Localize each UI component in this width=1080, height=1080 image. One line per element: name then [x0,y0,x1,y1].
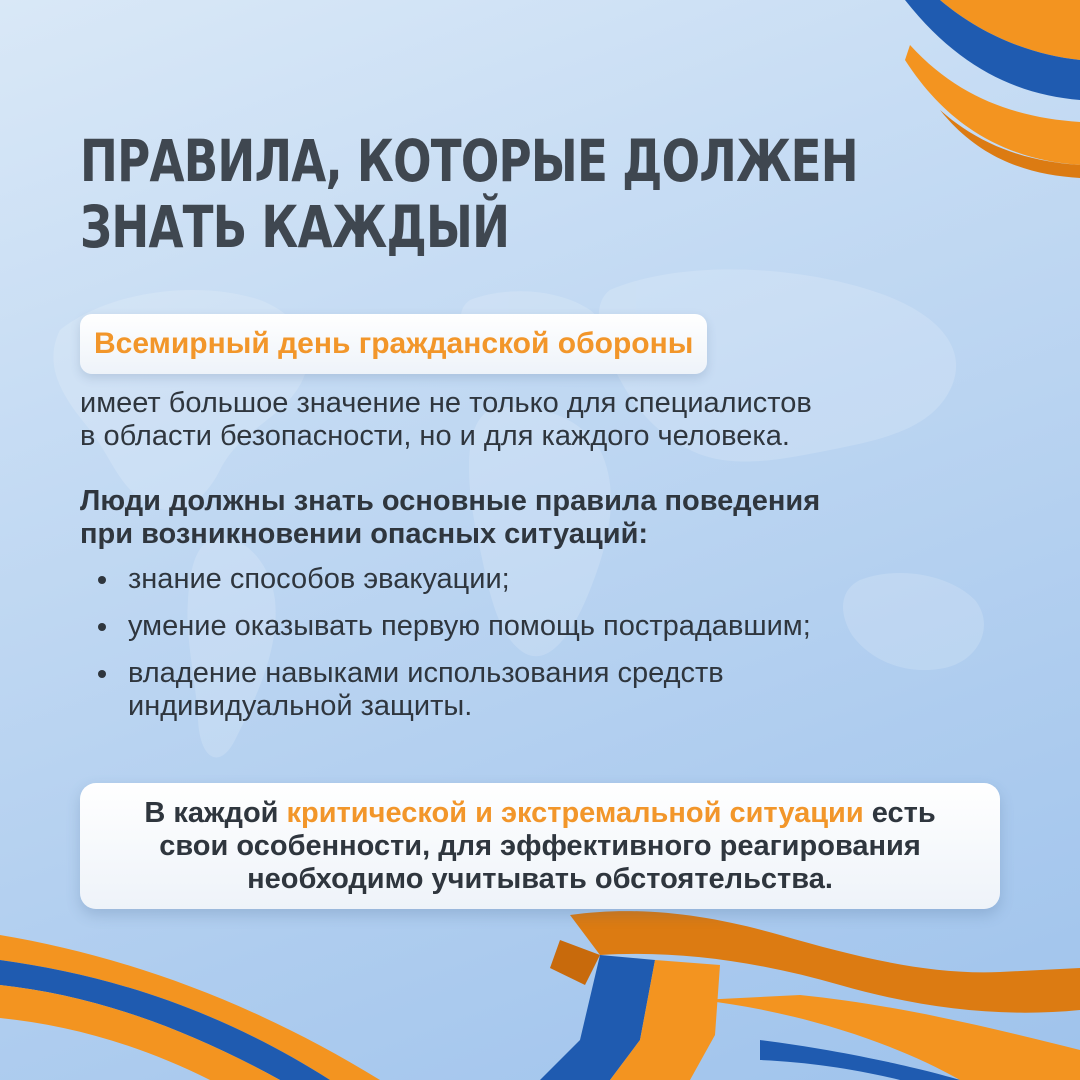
callout-highlight: критической и экстремальной ситуации [286,796,864,829]
list-item-text: умение оказывать первую помощь пострадавшим; [128,610,811,642]
page-title-line-2: ЗНАТЬ КАЖДЫЙ [80,193,510,261]
intro-paragraph [80,387,980,453]
rules-heading [80,485,980,551]
rules-list [80,563,980,737]
page-title-line-1: ПРАВИЛА, КОТОРЫЕ ДОЛЖЕН [80,127,858,195]
list-item [80,563,980,596]
intro-line-2: в области безопасности, но и для каждого человека. [80,420,790,452]
bullet-icon [98,623,106,631]
highlight-pill [80,314,707,374]
highlight-pill-text: Всемирный день гражданской обороны [94,327,694,360]
rules-heading-line-2: при возникновении опасных ситуаций: [80,518,649,550]
list-item [80,610,980,643]
callout-suffix: есть [863,796,936,829]
page-title [80,127,858,261]
intro-line-1: имеет большое значение не только для специалистов [80,387,812,419]
rules-heading-line-1: Люди должны знать основные правила поведения [80,485,821,517]
callout-line-3: необходимо учитывать обстоятельства. [247,862,833,895]
list-item-text: владение навыками использования средств [128,657,724,689]
callout-text [144,797,935,896]
ribbon-bottom-left [0,935,380,1080]
bullet-icon [98,670,106,678]
callout-box [80,783,1000,909]
ribbon-top-right [905,0,1080,178]
callout-prefix: В каждой [144,796,287,829]
bullet-icon [98,576,106,584]
list-item-text-continued: индивидуальной защиты. [128,690,473,722]
callout-line-2: свои особенности, для эффективного реагирования [159,829,921,862]
list-item [80,657,980,723]
list-item-text: знание способов эвакуации; [128,563,510,595]
ribbon-bottom-right [540,911,1080,1080]
